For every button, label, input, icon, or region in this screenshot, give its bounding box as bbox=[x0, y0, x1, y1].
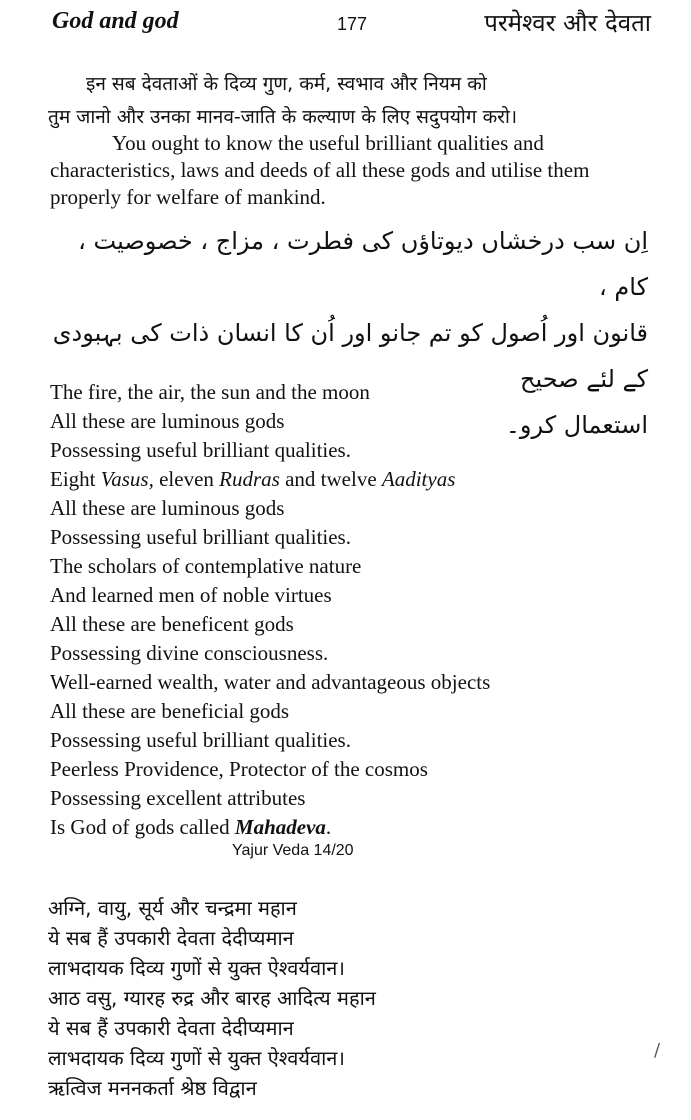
poem-line: All these are beneficent gods bbox=[50, 612, 294, 636]
poem-line: Possessing divine consciousness. bbox=[50, 641, 329, 665]
verse-citation: Yajur Veda 14/20 bbox=[232, 842, 354, 859]
poem-line: Possessing excellent attributes bbox=[50, 786, 306, 810]
hindi-poem-line: लाभदायक दिव्य गुणों से युक्त ऐश्वर्यवान। bbox=[48, 1046, 345, 1070]
english-intro-paragraph bbox=[50, 130, 650, 211]
poem-line: All these are luminous gods bbox=[50, 409, 285, 433]
page-number: 177 bbox=[337, 14, 368, 34]
english-poem bbox=[50, 378, 490, 842]
poem-line: The fire, the air, the sun and the moon bbox=[50, 380, 370, 404]
poem-line: Is God of gods called Mahadeva. bbox=[50, 815, 332, 839]
poem-line: And learned men of noble virtues bbox=[50, 583, 332, 607]
hindi-intro-line: इन सब देवताओं के दिव्य गुण, कर्म, स्वभाव और नियम को bbox=[86, 73, 487, 95]
poem-line: All these are beneficial gods bbox=[50, 699, 290, 723]
hindi-poem-line: ये सब हैं उपकारी देवता देदीप्यमान bbox=[48, 926, 294, 950]
urdu-intro-line: قانون اور اُصول کو تم جانو اور اُن کا انسان ذات کی بہبودی کے لئے صحیح bbox=[52, 319, 648, 393]
hindi-poem-line: लाभदायक दिव्य गुणों से युक्त ऐश्वर्यवान। bbox=[48, 956, 345, 980]
running-head-left: God and god bbox=[52, 8, 179, 34]
hindi-poem-line: ये सब हैं उपकारी देवता देदीप्यमान bbox=[48, 1016, 294, 1040]
hindi-poem bbox=[48, 893, 376, 1103]
poem-line: Eight Vasus, eleven Rudras and twelve Aadityas bbox=[50, 467, 456, 491]
poem-line: The scholars of contemplative nature bbox=[50, 554, 362, 578]
hindi-intro-line: तुम जानो और उनका मानव-जाति के कल्याण के लिए सदुपयोग करो। bbox=[48, 106, 518, 128]
poem-line: Well-earned wealth, water and advantageous objects bbox=[50, 670, 491, 694]
urdu-intro-line: استعمال کرو۔ bbox=[505, 411, 648, 439]
urdu-intro-line: اِن سب درخشاں دیوتاؤں کی فطرت ، مزاج ، خصوصیت ، کام ، bbox=[78, 227, 648, 301]
margin-mark: / bbox=[654, 1040, 661, 1061]
poem-line: Possessing useful brilliant qualities. bbox=[50, 728, 351, 752]
running-head-right: परमेश्वर और देवता bbox=[484, 9, 651, 37]
poem-line: Possessing useful brilliant qualities. bbox=[50, 525, 351, 549]
english-intro-text: You ought to know the useful brilliant qualities and characteristics, laws and deeds of all these gods and utilise them properly for welfare of mankind. bbox=[50, 131, 590, 209]
hindi-poem-line: आठ वसु, ग्यारह रुद्र और बारह आदित्य महान bbox=[48, 986, 376, 1010]
hindi-intro-paragraph bbox=[48, 68, 648, 134]
hindi-poem-line: ऋत्विज मननकर्ता श्रेष्ठ विद्वान bbox=[48, 1076, 257, 1100]
poem-line: All these are luminous gods bbox=[50, 496, 285, 520]
hindi-poem-line: अग्नि, वायु, सूर्य और चन्द्रमा महान bbox=[48, 896, 297, 920]
poem-line: Possessing useful brilliant qualities. bbox=[50, 438, 351, 462]
poem-line: Peerless Providence, Protector of the cosmos bbox=[50, 757, 428, 781]
